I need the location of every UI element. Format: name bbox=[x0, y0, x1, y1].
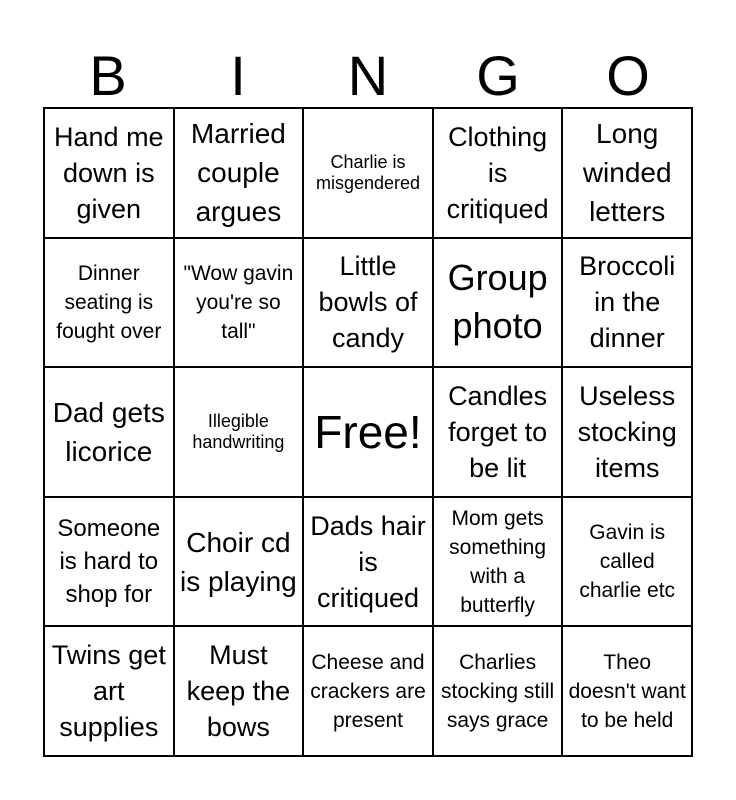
header-letter-n: N bbox=[347, 44, 389, 107]
bingo-cell[interactable] bbox=[44, 626, 174, 756]
bingo-cell[interactable] bbox=[44, 108, 174, 238]
header-letter-i: I bbox=[230, 44, 246, 107]
cell-text: Cheese and crackers are present bbox=[310, 650, 426, 732]
cell-text: Mom gets something with a butterfly bbox=[449, 506, 547, 617]
cell-text: Theo doesn't want to be held bbox=[568, 650, 686, 732]
bingo-board bbox=[43, 107, 693, 757]
bingo-cell[interactable] bbox=[303, 108, 433, 238]
cell-text: Group photo bbox=[447, 257, 548, 347]
bingo-cell[interactable] bbox=[174, 108, 304, 238]
cell-text: Candles forget to be lit bbox=[448, 380, 548, 483]
bingo-cell[interactable] bbox=[44, 497, 174, 627]
cell-text: Broccoli in the dinner bbox=[579, 251, 676, 354]
cell-text: "Wow gavin you're so tall" bbox=[183, 261, 294, 343]
header-letter-o: O bbox=[606, 44, 650, 107]
bingo-cell[interactable] bbox=[303, 497, 433, 627]
bingo-cell[interactable] bbox=[562, 626, 692, 756]
cell-text: Hand me down is given bbox=[54, 121, 164, 224]
bingo-cell[interactable] bbox=[174, 626, 304, 756]
cell-text: Dad gets licorice bbox=[52, 396, 165, 467]
cell-text: Charlies stocking still says grace bbox=[440, 650, 555, 732]
bingo-cell[interactable] bbox=[44, 367, 174, 497]
bingo-header bbox=[43, 44, 693, 108]
cell-text: Someone is hard to shop for bbox=[57, 515, 161, 609]
cell-text: Free! bbox=[314, 405, 422, 458]
bingo-cell[interactable] bbox=[562, 108, 692, 238]
bingo-cell[interactable] bbox=[562, 367, 692, 497]
cell-text: Twins get art supplies bbox=[51, 640, 166, 743]
free-space[interactable] bbox=[303, 367, 433, 497]
bingo-cell[interactable] bbox=[562, 497, 692, 627]
cell-text: Dinner seating is fought over bbox=[56, 261, 162, 343]
header-letter-g: G bbox=[476, 44, 520, 107]
bingo-cell[interactable] bbox=[433, 626, 563, 756]
cell-text: Little bowls of candy bbox=[318, 251, 418, 354]
bingo-cell[interactable] bbox=[303, 626, 433, 756]
cell-text: Long winded letters bbox=[582, 118, 672, 228]
cell-text: Must keep the bows bbox=[186, 640, 291, 743]
bingo-cell[interactable] bbox=[303, 238, 433, 368]
bingo-cell[interactable] bbox=[562, 238, 692, 368]
bingo-cell[interactable] bbox=[174, 367, 304, 497]
cell-text: Married couple argues bbox=[190, 118, 286, 228]
cell-text: Gavin is called charlie etc bbox=[579, 521, 676, 603]
cell-text: Clothing is critiqued bbox=[446, 121, 549, 224]
cell-text: Useless stocking items bbox=[577, 380, 677, 483]
bingo-cell[interactable] bbox=[433, 108, 563, 238]
bingo-cell[interactable] bbox=[44, 238, 174, 368]
bingo-cell[interactable] bbox=[174, 497, 304, 627]
bingo-cell[interactable] bbox=[433, 497, 563, 627]
cell-text: Dads hair is critiqued bbox=[310, 510, 426, 613]
cell-text: Charlie is misgendered bbox=[315, 151, 421, 193]
cell-text: Illegible handwriting bbox=[192, 410, 285, 452]
header-letter-b: B bbox=[89, 44, 127, 107]
bingo-cell[interactable] bbox=[174, 238, 304, 368]
bingo-cell[interactable] bbox=[433, 238, 563, 368]
bingo-cell[interactable] bbox=[433, 367, 563, 497]
cell-text: Choir cd is playing bbox=[180, 526, 297, 597]
